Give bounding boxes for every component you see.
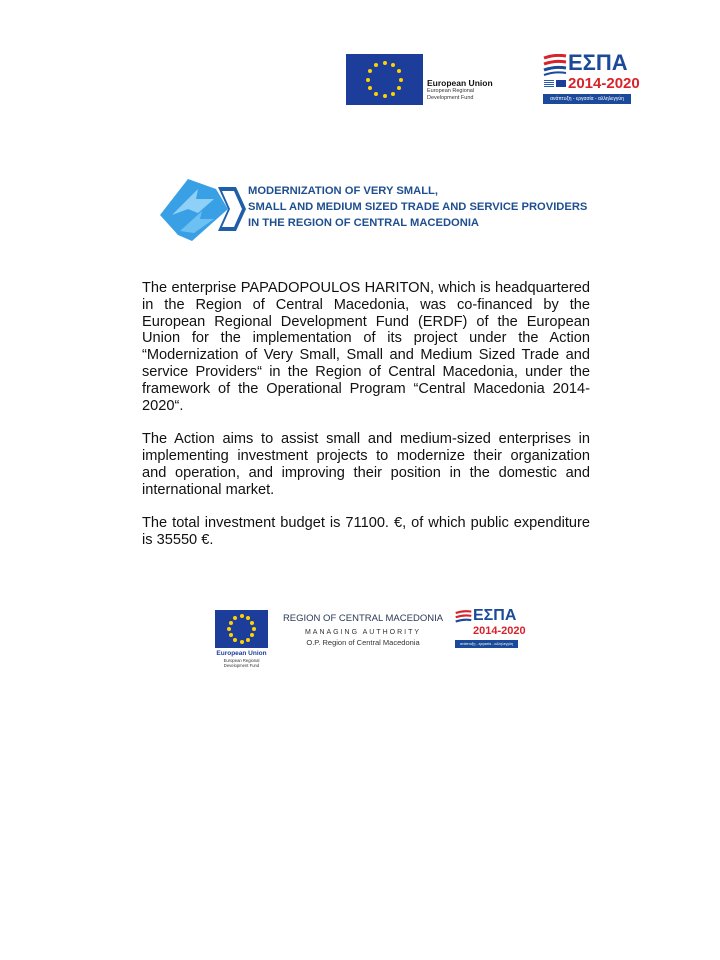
eu-star-icon: [246, 616, 250, 620]
espa-logo: [543, 50, 640, 106]
banner-line-1: MODERNIZATION OF VERY SMALL,: [248, 185, 438, 197]
eu-mini-flag-icon: [556, 80, 566, 87]
eu-star-icon: [252, 627, 256, 631]
eu-star-icon: [233, 638, 237, 642]
body-text: [142, 280, 590, 566]
eu-star-icon: [229, 633, 233, 637]
espa-tagline: ανάπτυξη - εργασία - αλληλεγγύη: [543, 94, 631, 104]
footer-eu-subtitle-2: Development Fund: [223, 663, 260, 668]
espa-word: ΕΣΠΑ: [473, 607, 517, 624]
footer-eu-subtitle-1: European Regional: [223, 658, 260, 663]
eu-star-icon: [229, 621, 233, 625]
footer-eu-text: [200, 650, 283, 668]
eu-star-icon: [246, 638, 250, 642]
eu-star-icon: [368, 69, 372, 73]
eu-star-icon: [397, 69, 401, 73]
banner-title: [248, 183, 587, 231]
footer-espa-logo: [455, 607, 526, 650]
eu-star-icon: [397, 86, 401, 90]
authority-line-1: REGION OF CENTRAL MACEDONIA: [282, 613, 444, 624]
banner-line-3: IN THE REGION OF CENTRAL MACEDONIA: [248, 217, 480, 229]
espa-word: ΕΣΠΑ: [568, 50, 628, 75]
paragraph-3: The total investment budget is 71100. €, of which public expenditure is 35550 €.: [142, 515, 590, 548]
eu-subtitle-1: European Regional: [427, 88, 475, 94]
eu-title: European Union: [427, 78, 493, 88]
eu-star-icon: [391, 63, 395, 67]
authority-line-2: MANAGING AUTHORITY: [304, 629, 422, 636]
eu-star-icon: [240, 640, 244, 644]
espa-years: 2014-2020: [473, 625, 526, 637]
paragraph-1: The enterprise PAPADOPOULOS HARITON, which is headquartered in the Region of Central Macedonia, was co-financed by the European Regional Development Fund (ERDF) of the European Union for the implementation of its project under the Action “Modernization of Very Small, Small and Medium Sized Trade and service Providers“ in the Region of Central Macedonia, under the framework of the Operational Program “Central Macedonia 2014-2020“.: [142, 280, 590, 414]
eu-star-icon: [368, 86, 372, 90]
eu-star-icon: [227, 627, 231, 631]
banner-line-2: SMALL AND MEDIUM SIZED TRADE AND SERVICE PROVIDERS: [248, 201, 588, 213]
eu-star-icon: [233, 616, 237, 620]
eu-star-icon: [383, 61, 387, 65]
eu-logo-text: [427, 78, 493, 102]
eu-subtitle-2: Development Fund: [427, 95, 474, 101]
eu-star-icon: [250, 633, 254, 637]
authority-line-3: O.P. Region of Central Macedonia: [306, 638, 420, 647]
eu-star-icon: [374, 92, 378, 96]
eu-star-icon: [399, 78, 403, 82]
eu-star-icon: [366, 78, 370, 82]
eu-flag-icon: [346, 54, 423, 105]
eu-star-icon: [383, 94, 387, 98]
espa-waves-icon: [543, 54, 567, 76]
arrows-icon: [158, 175, 248, 243]
paragraph-2: The Action aims to assist small and medium-sized enterprises in implementing investment projects to modernize their organization and operation, and improving their position in the domestic and international market.: [142, 431, 590, 498]
greek-flag-icon: [544, 80, 554, 87]
espa-tagline: ανάπτυξη - εργασία - αλληλεγγύη: [455, 640, 518, 648]
espa-years: 2014-2020: [568, 75, 640, 92]
eu-star-icon: [391, 92, 395, 96]
eu-star-icon: [250, 621, 254, 625]
footer-eu-title: European Union: [216, 650, 267, 657]
eu-star-icon: [240, 614, 244, 618]
espa-waves-icon: [455, 610, 472, 626]
eu-star-icon: [374, 63, 378, 67]
eu-flag-icon: [215, 610, 268, 648]
managing-authority: [278, 613, 448, 648]
